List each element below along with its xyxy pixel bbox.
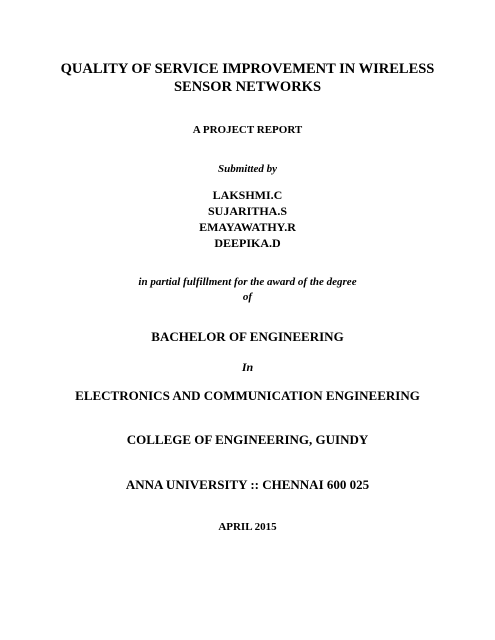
university: ANNA UNIVERSITY :: CHENNAI 600 025 [125,477,370,492]
degree: BACHELOR OF ENGINEERING [151,329,344,344]
college: COLLEGE OF ENGINEERING, GUINDY [126,432,369,447]
in-label: In [241,360,254,374]
author-3: EMAYAWATHY.R [199,220,296,234]
author-1: LAKSHMI.C [212,188,283,202]
fulfillment-line-2: of [242,291,253,303]
submitted-by-label: Submitted by [218,163,277,175]
title-line-1: QUALITY OF SERVICE IMPROVEMENT IN WIRELESS [60,61,435,77]
title-line-2: SENSOR NETWORKS [173,79,322,95]
author-2: SUJARITHA.S [207,204,288,218]
date: APRIL 2015 [218,521,277,533]
author-4: DEEPIKA.D [214,236,281,250]
report-type: A PROJECT REPORT [192,124,303,136]
department: ELECTRONICS AND COMMUNICATION ENGINEERING [75,388,420,403]
fulfillment-line-1: in partial fulfillment for the award of the degree [138,276,357,288]
